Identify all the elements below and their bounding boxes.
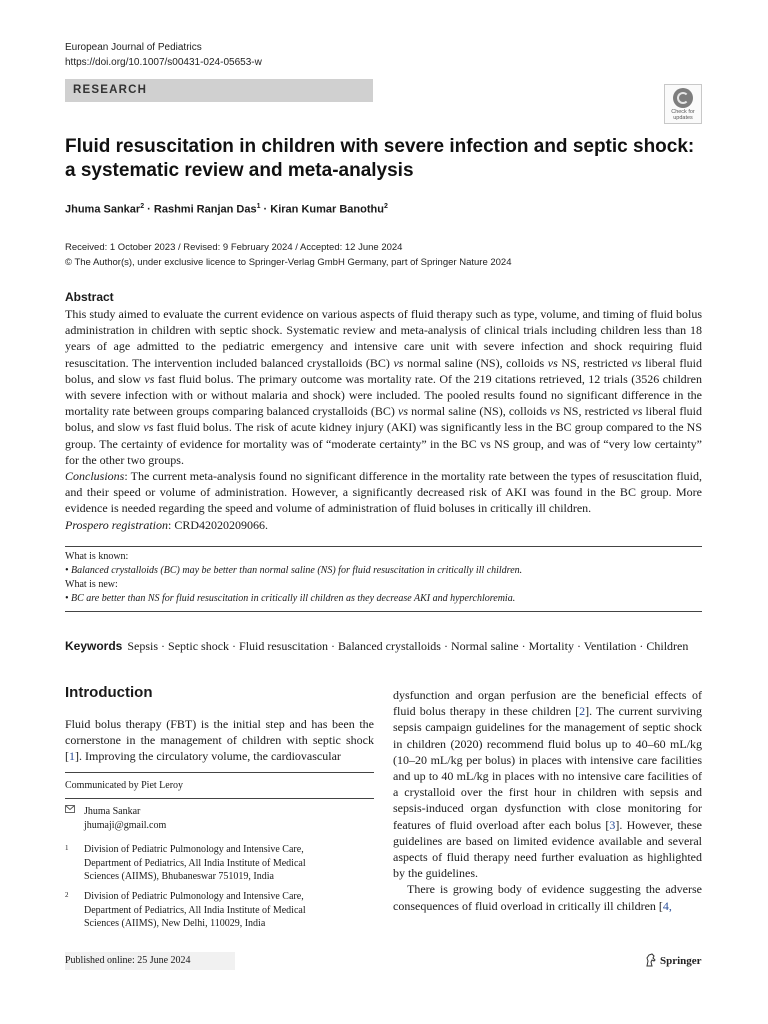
intro-left-column [65,716,374,765]
footnote-rule-2 [65,798,374,799]
intro-paragraph: There is growing body of evidence suggesting the adverse consequences of fluid overload in critically ill children [4, [393,882,702,913]
doi-link[interactable]: https://doi.org/10.1007/s00431-024-05653-w [65,57,262,68]
envelope-icon [65,805,75,813]
box-top-rule [65,546,702,547]
publisher-logo: Springer [645,953,702,967]
known-label: What is known: [65,551,129,562]
affiliation-2: 2 Division of Pediatric Pulmonology and Intensive Care, Department of Pediatrics, All India Institute of Medical Sciences (AIIMS), New Delhi, 110029, India [65,891,306,929]
keywords-label: Keywords [65,639,123,653]
published-online: Published online: 25 June 2024 [65,955,191,966]
abstract-paragraph: This study aimed to evaluate the current evidence on various aspects of fluid therapy such as type, volume, and timing of fluid bolus administration in children with septic shock. Systematic review and meta-analysis of clinical trials including children less than 18 years of age admitted to the pediatric emergency and intensive care unit with severe infection and shock requiring fluid resuscitation. The intervention included balanced crystalloids (BC) vs normal saline (NS), colloids vs NS, restricted vs liberal fluid bolus, and slow vs fast fluid bolus. The primary outcome was mortality rate. Of the 219 citations retrieved, 12 trials (3526 children with severe infection with or without malaria and shock) were included. The pooled results found no significant difference in the mortality rate between groups comparing balanced crystalloids (BC) vs normal saline (NS), colloids vs NS, restricted vs liberal fluid bolus, and slow vs fast fluid bolus. The risk of acute kidney injury (AKI) was significantly less in the BC group compared to the NS group. The certainty of evidence for mortality was of “moderate certainty” in the BC vs NS group, and was of “very low certainty” for the other two groups. [65,307,702,467]
author-name[interactable]: Kiran Kumar Banothu [270,203,384,216]
author-name[interactable]: Rashmi Ranjan Das [153,203,257,216]
dates-line: Received: 1 October 2023 / Revised: 9 February 2024 / Accepted: 12 June 2024 [65,242,403,253]
copyright-line: © The Author(s), under exclusive licence to Springer-Verlag GmbH Germany, part of Springer Nature 2024 [65,257,512,268]
abstract-heading: Abstract [65,290,114,304]
communicated-by: Communicated by Piet Leroy [65,780,184,791]
refresh-icon [673,88,693,108]
known-item: • Balanced crystalloids (BC) may be better than normal saline (NS) for fluid resuscitation in critically ill children. [65,565,523,576]
intro-right-column [393,687,702,914]
corresponding-author [84,805,166,832]
keywords-list: Sepsis · Septic shock · Fluid resuscitation · Balanced crystalloids · Normal saline · Mortality · Ventilation · Children [127,639,689,653]
intro-paragraph: Fluid bolus therapy (FBT) is the initial step and has been the cornerstone in the management of children with septic shock [1]. Improving the circulatory volume, the cardiovascular [65,717,374,764]
check-for-updates-badge[interactable] [664,84,702,124]
intro-paragraph: dysfunction and organ perfusion are the beneficial effects of fluid bolus therapy in these children [2]. The current surviving sepsis campaign guidelines for the management of septic shock in children (2020) recommend fluid bolus up to 40–60 mL/kg (10–20 mL/kg per bolus) in places with intensive care facilities and up to 40 mL/kg in places with no intensive care facilities of a crystalloid over the first hour in children with sepsis and sepsis-induced organ dysfunction with close monitoring for features of fluid overload after each bolus [3]. However, these guidelines are based on limited evidence available and several aspects of fluid therapy need further evaluation as highlighted by the guidelines. [393,688,703,881]
box-bottom-rule [65,611,702,612]
article-history [65,240,512,270]
abstract-conclusions: Conclusions: The current meta-analysis found no significant difference in the mortality rate between the types of resuscitation fluid, and their speed or volume of administration. However, a significantly decreased risk of AKI was found in the BC group. More evidence is needed regarding the speed and volume of administration of fluid boluses in critically ill children. [65,469,702,516]
journal-name: European Journal of Pediatrics [65,42,202,53]
keywords-line [65,639,688,654]
abstract-prospero: Prospero registration: CRD42020209066. [65,517,269,532]
citation-link[interactable]: 3 [609,817,616,832]
what-is-known-box [65,550,702,606]
corresponding-name: Jhuma Sankar [84,806,141,817]
new-label: What is new: [65,579,118,590]
corresponding-email[interactable]: jhumaji@gmail.com [84,819,167,831]
author-list: Jhuma Sankar$^2$ · Rashmi Ranjan Das$^1$ · Kiran Kumar Banothu$^2$ [65,203,388,216]
citation-link[interactable]: 2 [579,704,586,719]
introduction-heading: Introduction [65,684,153,701]
new-item: • BC are better than NS for fluid resuscitation in critically ill children as they decrease AKI and hyperchloremia. [65,593,516,604]
affiliation-1: 1 Division of Pediatric Pulmonology and Intensive Care, Department of Pediatrics, All India Institute of Medical Sciences (AIIMS), Bhubaneswar 751019, India [65,844,306,882]
citation-link[interactable]: 1 [69,749,75,764]
footnote-rule [65,772,374,773]
abstract-body [65,306,702,533]
section-label: RESEARCH [65,79,373,102]
author-name[interactable]: Jhuma Sankar [65,203,141,216]
paper-title: Fluid resuscitation in children with severe infection and septic shock: a systematic review and meta-analysis [65,136,695,181]
badge-text: Check for updates [671,109,695,121]
springer-horse-icon [645,953,657,967]
citation-link[interactable]: 4, [662,898,672,913]
journal-header [65,40,262,70]
